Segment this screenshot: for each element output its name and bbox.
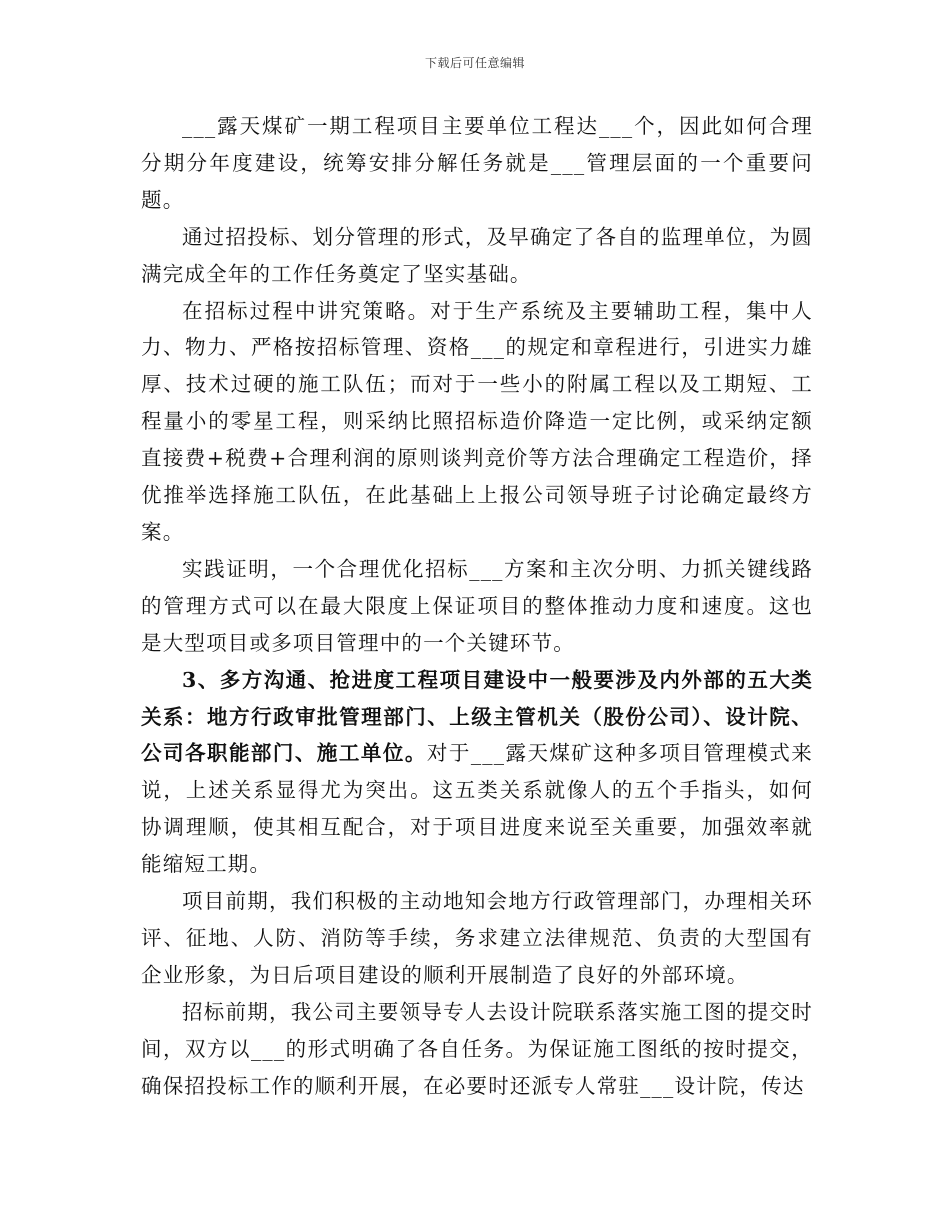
paragraph-5 [141,662,813,883]
paragraph-2-text: 通过招投标、划分管理的形式，及早确定了各自的监理单位，为圆满完成全年的工作任务奠定了坚实基础。 [141,224,813,286]
paragraph-1-text: ___露天煤矿一期工程项目主要单位工程达___个，因此如何合理分期分年度建设，统筹安排分解任务就是___管理层面的一个重要问题。 [141,114,813,212]
paragraph-2 [141,219,813,293]
paragraph-3 [141,293,813,551]
section-heading-3: 3、多方沟通、抢进度工程项目建设中一般要涉及内外部的五大类关系：地方行政审批管理部门、上级主管机关（股份公司）、设计院、公司各职能部门、施工单位。 [141,667,813,766]
paragraph-6-text: 项目前期，我们积极的主动地知会地方行政管理部门，办理相关环评、征地、人防、消防等手续，务求建立法律规范、负责的大型国有企业形象，为日后项目建设的顺利开展制造了良好的外部环境。 [141,889,813,987]
page-header-note: 下载后可任意编辑 [424,56,525,70]
paragraph-5-text: 对于___露天煤矿这种多项目管理模式来说，上述关系显得尤为突出。这五类关系就像人的五个手指头，如何协调理顺，使其相互配合，对于项目进度来说至关重要，加强效率就能缩短工期。 [141,741,813,877]
paragraph-4 [141,551,813,662]
document-body [141,108,813,1104]
paragraph-6 [141,883,813,994]
paragraph-3-text: 在招标过程中讲究策略。对于生产系统及主要辅助工程，集中人力、物力、严格按招标管理、资格___的规定和章程进行，引进实力雄厚、技术过硬的施工队伍；而对于一些小的附属工程以及工期短、工程量小的零星工程，则采纳比照招标造价降造一定比例，或采纳定额直接费+税费+合理利润的原则谈判竞价等方法合理确定工程造价，择优推举选择施工队伍，在此基础上上报公司领导班子讨论确定最终方案。 [141,298,813,544]
paragraph-7 [141,994,813,1105]
paragraph-7-text: 招标前期，我公司主要领导专人去设计院联系落实施工图的提交时间，双方以___的形式明确了各自任务。为保证施工图纸的按时提交，确保招投标工作的顺利开展，在必要时还派专人常驻___设计院，传达 [141,999,813,1098]
paragraph-4-text: 实践证明，一个合理优化招标___方案和主次分明、力抓关键线路的管理方式可以在最大限度上保证项目的整体推动力度和速度。这也是大型项目或多项目管理中的一个关键环节。 [141,556,813,655]
paragraph-1 [141,108,813,219]
